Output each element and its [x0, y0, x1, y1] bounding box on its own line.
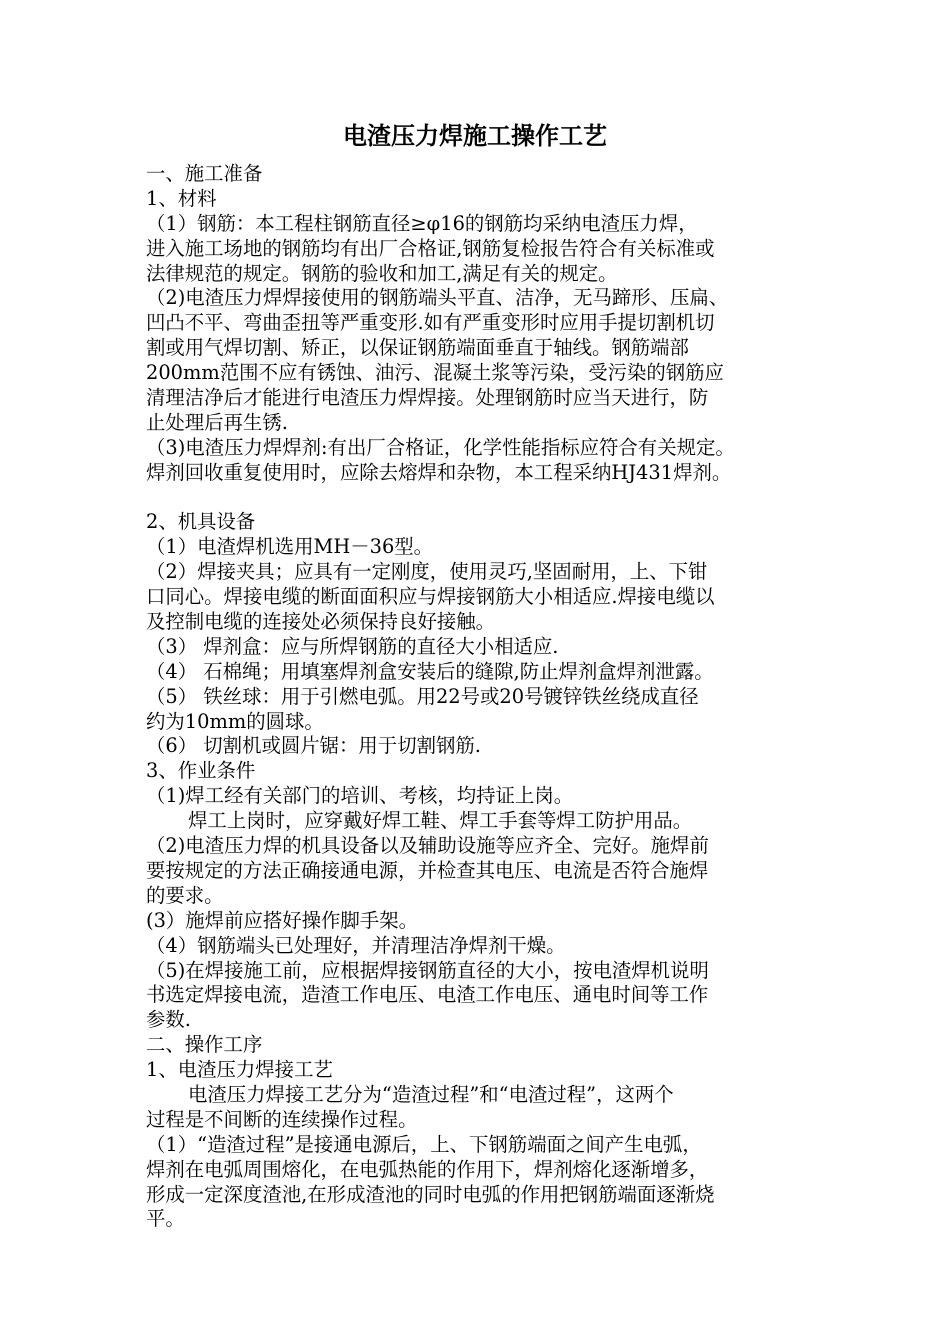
paragraph-line: （1)焊工经有关部门的培训、考核，均持证上岗。 — [146, 784, 574, 808]
section-heading: 二、操作工序 — [146, 1033, 263, 1057]
paragraph-line: 及控制电缆的连接处必须保持良好接触。 — [146, 610, 496, 634]
document-title: 电渣压力焊施工操作工艺 — [343, 122, 607, 150]
paragraph-line: （1）钢筋：本工程柱钢筋直径≥φ16的钢筋均采纳电渣压力焊， — [146, 211, 698, 235]
paragraph-line: 平。 — [146, 1207, 185, 1231]
paragraph-line: 形成一定深度渣池,在形成渣池的同时电弧的作用把钢筋端面逐渐烧 — [146, 1182, 715, 1206]
paragraph-line: 过程是不间断的连续操作过程。 — [146, 1107, 418, 1131]
paragraph-line: 止处理后再生锈. — [146, 410, 288, 434]
paragraph-line: 焊剂回收重复使用时，应除去熔焊和杂物，本工程采纳HJ431焊剂。 — [146, 460, 732, 484]
paragraph-line: 进入施工场地的钢筋均有出厂合格证,钢筋复检报告符合有关标准或 — [146, 236, 715, 260]
paragraph-line: （5） 铁丝球：用于引燃电弧。用22号或20号镀锌铁丝绕成直径 — [146, 684, 699, 708]
paragraph-line: 约为10mm的圆球。 — [146, 709, 324, 733]
paragraph-line: （1）“造渣过程”是接通电源后，上、下钢筋端面之间产生电弧， — [146, 1132, 702, 1156]
paragraph-line: 口同心。焊接电缆的断面面积应与焊接钢筋大小相适应.焊接电缆以 — [146, 585, 715, 609]
document-body — [146, 162, 826, 1232]
paragraph-line: 要按规定的方法正确接通电源，并检查其电压、电流是否符合施焊 — [146, 858, 709, 882]
paragraph-line: 的要求。 — [146, 883, 224, 907]
paragraph-line: （1）电渣焊机选用MH－36型。 — [146, 535, 434, 559]
paragraph-line: (3）施焊前应搭好操作脚手架。 — [146, 908, 418, 932]
paragraph-line: 200mm范围不应有锈蚀、油污、混凝土浆等污染，受污染的钢筋应 — [146, 361, 724, 385]
paragraph-line: （2)电渣压力焊的机具设备以及辅助设施等应齐全、完好。施焊前 — [146, 834, 709, 858]
paragraph-line: （4）钢筋端头已处理好，并清理洁净焊剂干燥。 — [146, 933, 566, 957]
paragraph-line: 凹凸不平、弯曲歪扭等严重变形.如有严重变形时应用手提切割机切 — [146, 311, 715, 335]
paragraph-line: 焊剂在电弧周围熔化，在电弧热能的作用下，焊剂熔化逐渐增多， — [146, 1157, 709, 1181]
subsection-heading: 1、电渣压力焊接工艺 — [146, 1058, 333, 1082]
paragraph-line: 参数. — [146, 1008, 191, 1032]
paragraph-line: 书选定焊接电流，造渣工作电压、电渣工作电压、通电时间等工作 — [146, 983, 709, 1007]
subsection-heading: 2、机具设备 — [146, 510, 256, 534]
paragraph-line: （5)在焊接施工前，应根据焊接钢筋直径的大小，按电渣焊机说明 — [146, 958, 709, 982]
paragraph-line: （3)电渣压力焊焊剂:有出厂合格证，化学性能指标应符合有关规定。 — [146, 435, 735, 459]
paragraph-line: 电渣压力焊接工艺分为“造渣过程”和“电渣过程”，这两个 — [188, 1082, 674, 1106]
paragraph-line: （2）焊接夹具；应具有一定刚度，使用灵巧,坚固耐用，上、下钳 — [146, 560, 708, 584]
blank-line — [146, 486, 826, 511]
paragraph-line: 清理洁净后才能进行电渣压力焊焊接。处理钢筋时应当天进行，防 — [146, 386, 709, 410]
paragraph-line: 焊工上岗时，应穿戴好焊工鞋、焊工手套等焊工防护用品。 — [188, 809, 693, 833]
subsection-heading: 3、作业条件 — [146, 759, 256, 783]
paragraph-line: （6） 切割机或圆片锯：用于切割钢筋. — [146, 734, 481, 758]
section-heading: 一、施工准备 — [146, 162, 263, 185]
paragraph-line: （4） 石棉绳；用填塞焊剂盒安装后的缝隙,防止焊剂盒焊剂泄露。 — [146, 659, 714, 683]
paragraph-line: 法律规范的规定。钢筋的验收和加工,满足有关的规定。 — [146, 261, 618, 285]
paragraph-line: 割或用气焊切割、矫正，以保证钢筋端面垂直于轴线。钢筋端部 — [146, 336, 689, 360]
paragraph-line: （3） 焊剂盒：应与所焊钢筋的直径大小相适应. — [146, 634, 559, 658]
paragraph-line: （2)电渣压力焊焊接使用的钢筋端头平直、洁净，无马蹄形、压扁、 — [146, 286, 729, 310]
subsection-heading: 1、材料 — [146, 186, 217, 210]
